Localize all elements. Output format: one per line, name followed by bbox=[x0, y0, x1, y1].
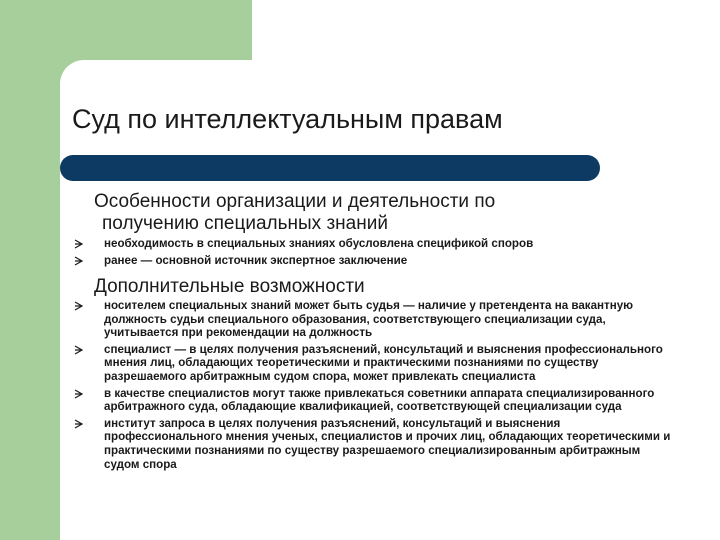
list-item bbox=[74, 387, 674, 414]
section-heading-organization bbox=[94, 191, 654, 235]
list-item bbox=[74, 237, 674, 251]
list-item-text: необходимость в специальных знаниях обусловлена спецификой споров bbox=[104, 237, 534, 250]
bullet-list-additional bbox=[74, 299, 674, 474]
list-item bbox=[74, 343, 674, 384]
section-heading-line: Особенности организации и деятельности по bbox=[94, 191, 496, 212]
list-item-text: специалист — в целях получения разъяснений, консультаций и выяснения профессионального мнения лиц, обладающих теоретическими и практическими познаниями по существу разрешаемого арбитражным судом спора, может привлекать специалиста bbox=[104, 342, 663, 383]
section-heading-line: получению специальных знаний bbox=[102, 213, 388, 234]
arrow-bullet-icon bbox=[74, 239, 84, 249]
list-item-text: в качестве специалистов могут также привлекаться советники аппарата специализированного арбитражного суда, обладающие квалификацией, соответствующей специализации суда bbox=[104, 386, 655, 414]
bullet-list-organization bbox=[74, 237, 674, 270]
list-item-text: носителем специальных знаний может быть судья — наличие у претендента на вакантную должность судьи специального образования, соответствующего специализации суда, учитывается при рекомендации на должность bbox=[104, 299, 634, 340]
arrow-bullet-icon bbox=[74, 389, 84, 399]
list-item-text: институт запроса в целях получения разъяснений, консультаций и выяснения профессионального мнения ученых, специалистов и прочих лиц, обладающих теоретическими и практическими познаниями по существу разрешаемого специализированным арбитражным судом спора bbox=[104, 416, 671, 471]
list-item bbox=[74, 254, 674, 268]
list-item bbox=[74, 417, 674, 471]
list-item bbox=[74, 299, 674, 340]
arrow-bullet-icon bbox=[74, 256, 84, 266]
arrow-bullet-icon bbox=[74, 301, 84, 311]
arrow-bullet-icon bbox=[74, 345, 84, 355]
arrow-bullet-icon bbox=[74, 419, 84, 429]
section-heading-additional: Дополнительные возможности bbox=[94, 276, 365, 297]
list-item-text: ранее — основной источник экспертное заключение bbox=[104, 253, 408, 267]
slide-title: Суд по интеллектуальным правам bbox=[72, 104, 503, 134]
title-underline-bar bbox=[60, 155, 600, 181]
